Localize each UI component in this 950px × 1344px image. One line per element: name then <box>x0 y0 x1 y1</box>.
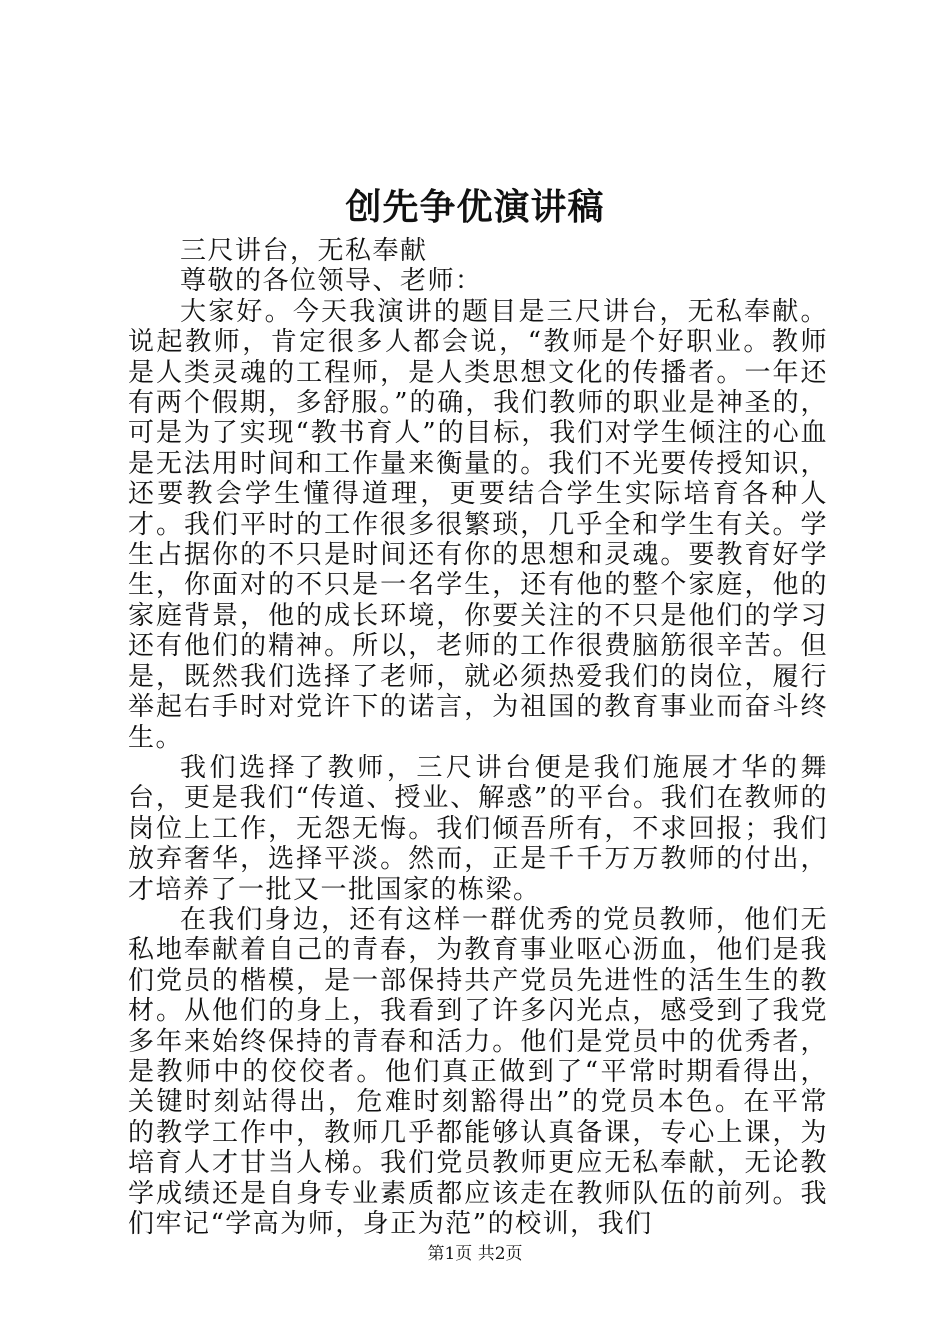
document-title: 创先争优演讲稿 <box>345 186 605 228</box>
document-body <box>128 236 828 1239</box>
salutation: 尊敬的各位领导、老师： <box>180 266 483 297</box>
page-footer: 第1页 共2页 <box>427 1244 523 1264</box>
speech-subtitle: 三尺讲台，无私奉献 <box>180 236 428 266</box>
body-paragraph: 在我们身边，还有这样一群优秀的党员教师，他们无私地奉献着自己的青春，为教育事业呕心沥血，他们是我们党员的楷模，是一部保持共产党员先进性的活生生的教材。从他们的身上，我看到了许多闪光点，感受到了我党多年来始终保持的青春和活力。他们是党员中的优秀者，是教师中的佼佼者。他们真正做到了“平常时期看得出，关键时刻站得出，危难时刻豁得出”的党员本色。在平常的教学工作中，教师几乎都能够认真备课，专心上课，为培育人才甘当人梯。我们党员教师更应无私奉献，无论教学成绩还是自身专业素质都应该走在教师队伍的前列。我们牢记“学高为师，身正为范”的校训，我们 <box>128 904 828 1239</box>
body-paragraph: 大家好。今天我演讲的题目是三尺讲台，无私奉献。说起教师，肯定很多人都会说，“教师是个好职业。教师是人类灵魂的工程师，是人类思想文化的传播者。一年还有两个假期，多舒服。”的确，我们教师的职业是神圣的，可是为了实现“教书育人”的目标，我们对学生倾注的心血是无法用时间和工作量来衡量的。我们不光要传授知识，还要教会学生懂得道理，更要结合学生实际培育各种人才。我们平时的工作很多很繁琐，几乎全和学生有关。学生占据你的不只是时间还有你的思想和灵魂。要教育好学生，你面对的不只是一名学生，还有他的整个家庭，他的家庭背景，他的成长环境，你要关注的不只是他们的学习还有他们的精神。所以，老师的工作很费脑筋很辛苦。但是，既然我们选择了老师，就必须热爱我们的岗位，履行举起右手时对党许下的诺言，为祖国的教育事业而奋斗终生。 <box>128 296 828 753</box>
body-paragraph: 我们选择了教师，三尺讲台便是我们施展才华的舞台，更是我们“传道、授业、解惑”的平台。我们在教师的岗位上工作，无怨无悔。我们倾吾所有，不求回报；我们放弃奢华，选择平淡。然而，正是千千万万教师的付出，才培养了一批又一批国家的栋梁。 <box>128 752 828 905</box>
